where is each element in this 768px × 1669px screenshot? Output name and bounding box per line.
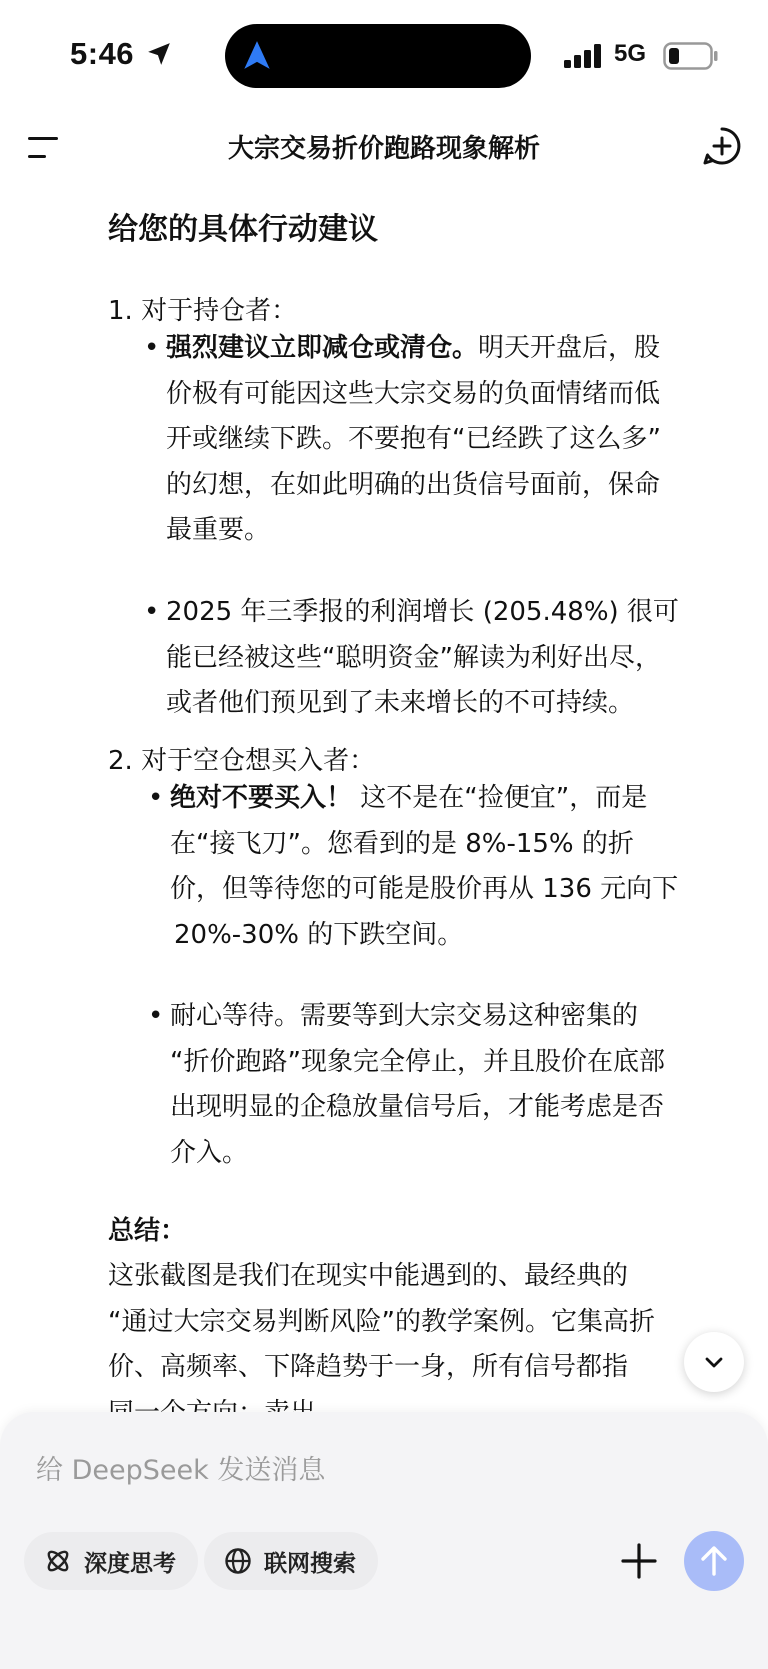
- bullet-bold: 绝对不要买入！: [170, 783, 353, 813]
- bullet-line: 价极有可能因这些大宗交易的负面情绪而低: [166, 378, 661, 409]
- web-search-button[interactable]: [204, 1532, 378, 1590]
- bullet-bold: 强烈建议立即减仓或清仓。: [166, 333, 479, 363]
- bullet-line: 2025 年三季报的利润增长 (205.48%) 很可: [166, 597, 679, 627]
- send-button[interactable]: [684, 1531, 744, 1591]
- bullet-line: 能已经被这些“聪明资金”解读为利好出尽，: [166, 642, 661, 673]
- status-bar: [0, 0, 768, 112]
- composer-panel: [0, 1412, 768, 1669]
- chevron-down-icon: [702, 1350, 726, 1374]
- bullet-item: • 强烈建议立即减仓或清仓。明天开盘后，股 价极有可能因这些大宗交易的负面情绪而低 开或继续下跌。不要抱有“已经跌了这么多” 的幻想，在如此明确的出货信号面前，保命 最重要。: [144, 333, 661, 545]
- battery-icon: [663, 42, 719, 70]
- app-pill-icon: [243, 40, 271, 70]
- location-arrow-icon: [146, 41, 172, 67]
- bullet-line: 这不是在“捡便宜”，而是: [352, 783, 648, 813]
- bullet-line: 开或继续下跌。不要抱有“已经跌了这么多”: [166, 424, 661, 454]
- message-input[interactable]: [34, 1448, 714, 1492]
- bullet-line: 出现明显的企稳放量信号后，才能考虑是否: [170, 1092, 665, 1122]
- bullet-item: • 2025 年三季报的利润增长 (205.48%) 很可 能已经被这些“聪明资金”解读为利好出尽， 或者他们预见到了未来增长的不可持续。: [144, 597, 679, 718]
- summary-line: 价、高频率、下降趋势于一身，所有信号都指: [108, 1352, 629, 1382]
- bullet-line: 明天开盘后，股: [478, 333, 661, 363]
- network-type: 5G: [614, 40, 647, 67]
- new-chat-icon[interactable]: [702, 126, 742, 166]
- message-content: [0, 182, 768, 1412]
- signal-icon: [564, 44, 604, 68]
- bullet-item: • 绝对不要买入！ 这不是在“捡便宜”，而是 在“接飞刀”。您看到的是 8%-15% 的折 价，但等待您的可能是股价再从 136 元向下 20%-30% 的下跌空间。: [148, 783, 679, 950]
- bullet-line: 20%-30% 的下跌空间。: [174, 919, 464, 950]
- summary-line: “通过大宗交易判断风险”的教学案例。它集高折: [108, 1306, 655, 1337]
- web-search-label: 联网搜索: [264, 1550, 356, 1577]
- atom-icon: [44, 1547, 72, 1575]
- deep-think-button[interactable]: [24, 1532, 198, 1590]
- chat-header: [0, 112, 768, 182]
- bullet-line: 耐心等待。需要等到大宗交易这种密集的: [170, 1001, 639, 1031]
- summary-title: 总结：: [108, 1216, 187, 1246]
- summary-text: [108, 1254, 748, 1436]
- bullet-line: 价，但等待您的可能是股价再从 136 元向下: [170, 874, 679, 904]
- section-heading: 给您的具体行动建议: [108, 212, 378, 247]
- bullet-line: 介入。: [170, 1137, 249, 1168]
- bullet-line: 在“接飞刀”。您看到的是 8%-15% 的折: [170, 828, 634, 859]
- bullet-line: 最重要。: [166, 515, 271, 545]
- bullet-line: “折价跑路”现象完全停止，并且股价在底部: [170, 1046, 665, 1077]
- list-item-buyers: 2. 对于空仓想买入者：: [108, 746, 376, 776]
- globe-icon: [224, 1547, 252, 1575]
- deep-think-label: 深度思考: [84, 1550, 176, 1577]
- list-item-holders: 1. 对于持仓者：: [108, 296, 298, 326]
- arrow-up-icon: [699, 1545, 729, 1577]
- bullet-item: • 耐心等待。需要等到大宗交易这种密集的 “折价跑路”现象完全停止，并且股价在底部 出现明显的企稳放量信号后，才能考虑是否 介入。: [148, 1001, 665, 1168]
- summary-line: 这张截图是我们在现实中能遇到的、最经典的: [108, 1261, 629, 1291]
- bullet-line: 或者他们预见到了未来增长的不可持续。: [166, 688, 635, 718]
- chat-title: 大宗交易折价跑路现象解析: [227, 134, 540, 164]
- bullet-line: 的幻想，在如此明确的出货信号面前，保命: [166, 469, 661, 500]
- status-time: 5:46: [70, 36, 135, 71]
- scroll-to-bottom-button[interactable]: [684, 1332, 744, 1392]
- plus-icon[interactable]: [620, 1542, 658, 1580]
